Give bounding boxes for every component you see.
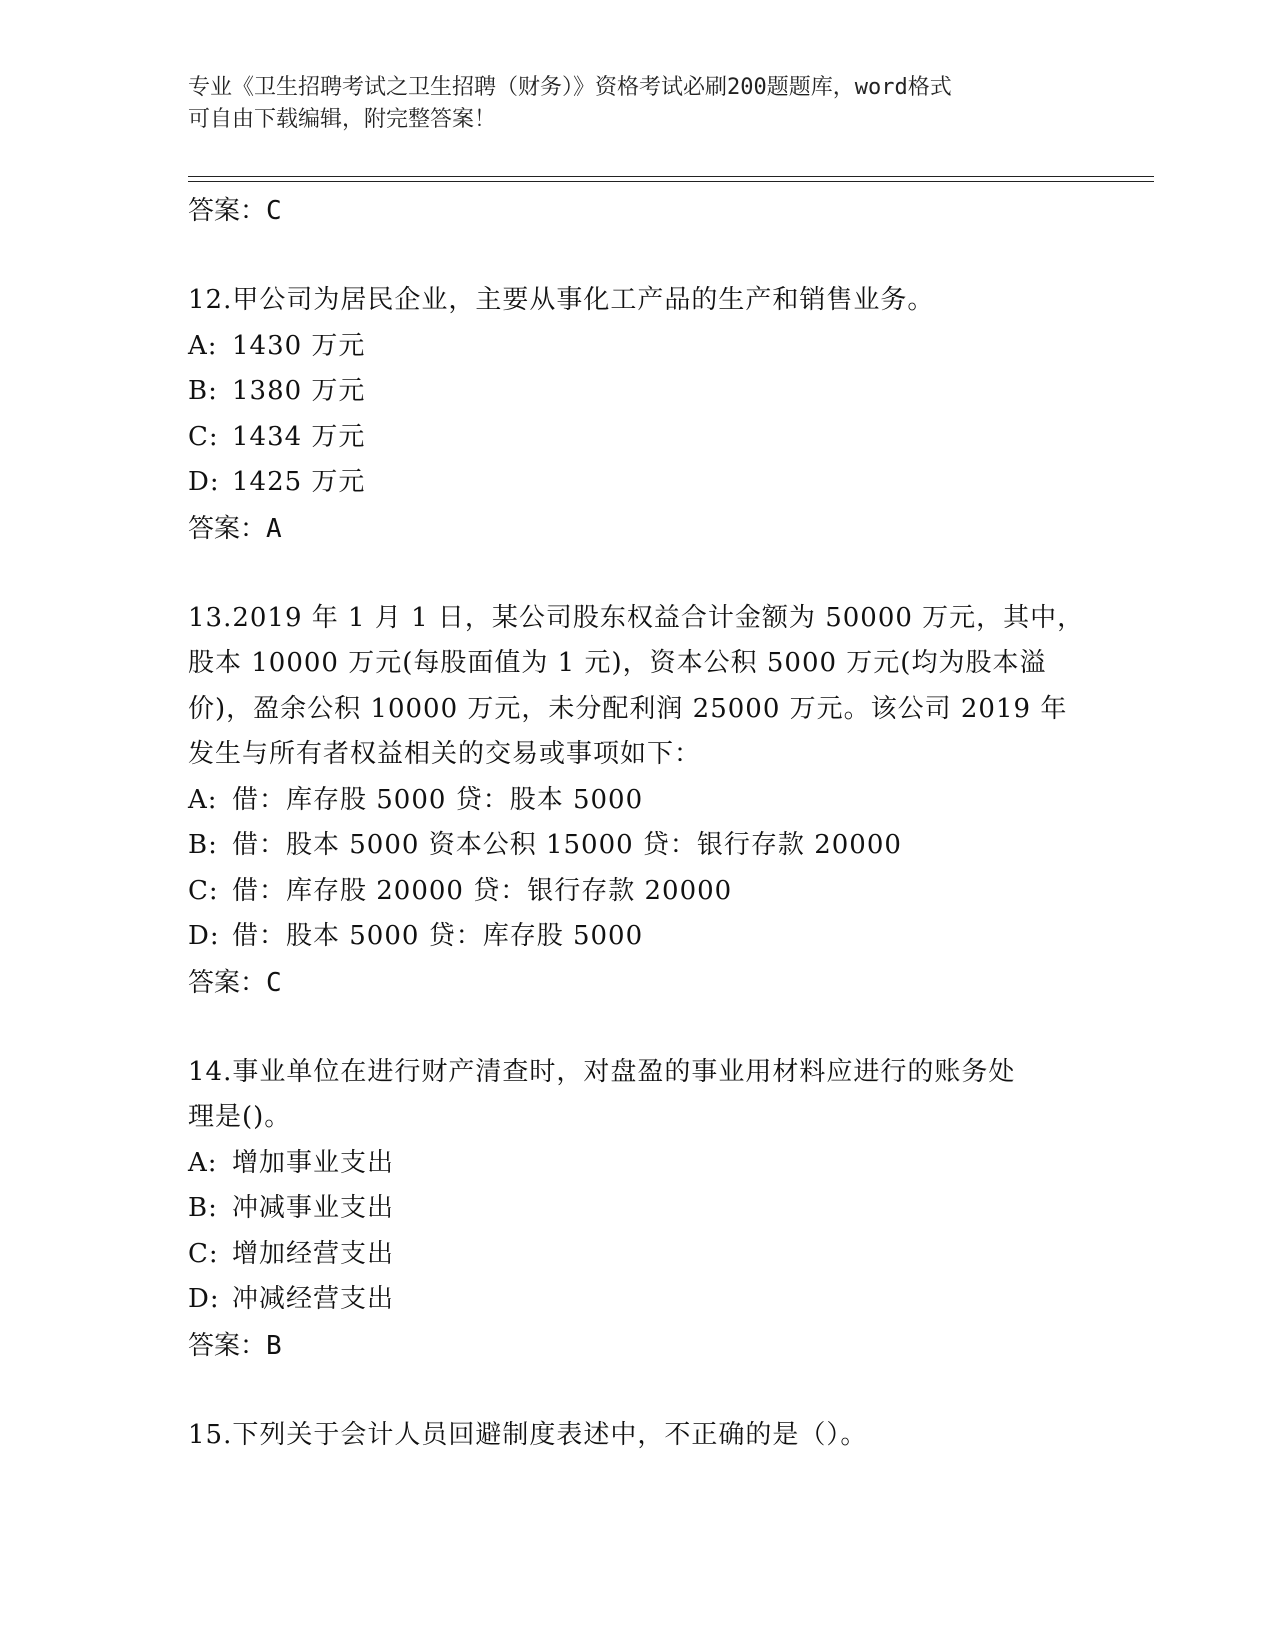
option-d (188, 914, 1088, 960)
option-text: 借：库存股 5000 贷：股本 5000 (232, 784, 644, 815)
option-text: 1425 万元 (232, 467, 366, 497)
option-letter: D: (188, 921, 220, 951)
question-item (188, 278, 1088, 552)
option-text: 冲减经营支出 (232, 1284, 395, 1314)
option-b (188, 369, 1088, 415)
answer-line: 答案：B (188, 1330, 282, 1361)
option-letter: B: (188, 830, 218, 860)
option-text: 增加经营支出 (232, 1238, 395, 1269)
option-letter: A: (188, 784, 218, 815)
question-text-line: 股本 10000 万元(每股面值为 1 元)，资本公积 5000 万元(均为股本溢 (188, 648, 1047, 678)
question-item (188, 1050, 1088, 1369)
option-text: 1434 万元 (232, 421, 366, 452)
option-letter: A: (188, 1147, 218, 1178)
option-text: 借：股本 5000 资本公积 15000 贷：银行存款 20000 (232, 830, 902, 860)
answer-line: 答案：C (188, 196, 282, 226)
option-letter: A: (188, 330, 218, 361)
option-letter: C: (188, 875, 219, 906)
option-text: 冲减事业支出 (232, 1193, 395, 1223)
option-b (188, 1186, 1088, 1232)
option-letter: B: (188, 1193, 218, 1223)
option-letter: C: (188, 421, 219, 452)
option-text: 借：股本 5000 贷：库存股 5000 (232, 921, 644, 951)
option-c (188, 1232, 1088, 1278)
option-c (188, 869, 1088, 915)
option-b (188, 823, 1088, 869)
question-list (188, 188, 1088, 1458)
header-line-2: 可自由下载编辑，附完整答案！ (188, 107, 497, 132)
question-item (188, 596, 1088, 1006)
header-line-1: 专业《卫生招聘考试之卫生招聘（财务）》资格考试必刷200题题库，word格式 (188, 75, 952, 100)
option-a (188, 324, 1088, 370)
question-text-line: 发生与所有者权益相关的交易或事项如下： (188, 739, 702, 769)
header-divider-top (188, 176, 1154, 177)
option-letter: D: (188, 1284, 220, 1314)
answer-line: 答案：C (188, 967, 282, 998)
question-item (188, 1413, 1088, 1459)
question-text-line: 理是()。 (188, 1102, 292, 1132)
document-header (188, 72, 1068, 136)
option-letter: B: (188, 376, 218, 406)
option-d (188, 460, 1088, 506)
question-text-line: 13.2019 年 1 月 1 日，某公司股东权益合计金额为 50000 万元，其中， (188, 602, 1085, 633)
option-c (188, 415, 1088, 461)
question-text-line: 14.事业单位在进行财产清查时，对盘盈的事业用材料应进行的账务处 (188, 1056, 1016, 1087)
question-text-line: 价)，盈余公积 10000 万元，未分配利润 25000 万元。该公司 2019 年 (188, 693, 1068, 724)
option-a (188, 778, 1088, 824)
option-a (188, 1141, 1088, 1187)
option-text: 借：库存股 20000 贷：银行存款 20000 (232, 875, 733, 906)
option-d (188, 1277, 1088, 1323)
option-text: 增加事业支出 (232, 1147, 395, 1178)
answer-line: 答案：A (188, 513, 282, 544)
header-divider-bottom (188, 181, 1154, 182)
question-text-line: 12.甲公司为居民企业，主要从事化工产品的生产和销售业务。 (188, 285, 935, 315)
option-letter: C: (188, 1238, 219, 1269)
question-text-line: 15.下列关于会计人员回避制度表述中，不正确的是（）。 (188, 1419, 868, 1450)
option-letter: D: (188, 467, 220, 497)
option-text: 1380 万元 (232, 376, 366, 406)
option-text: 1430 万元 (232, 330, 366, 361)
